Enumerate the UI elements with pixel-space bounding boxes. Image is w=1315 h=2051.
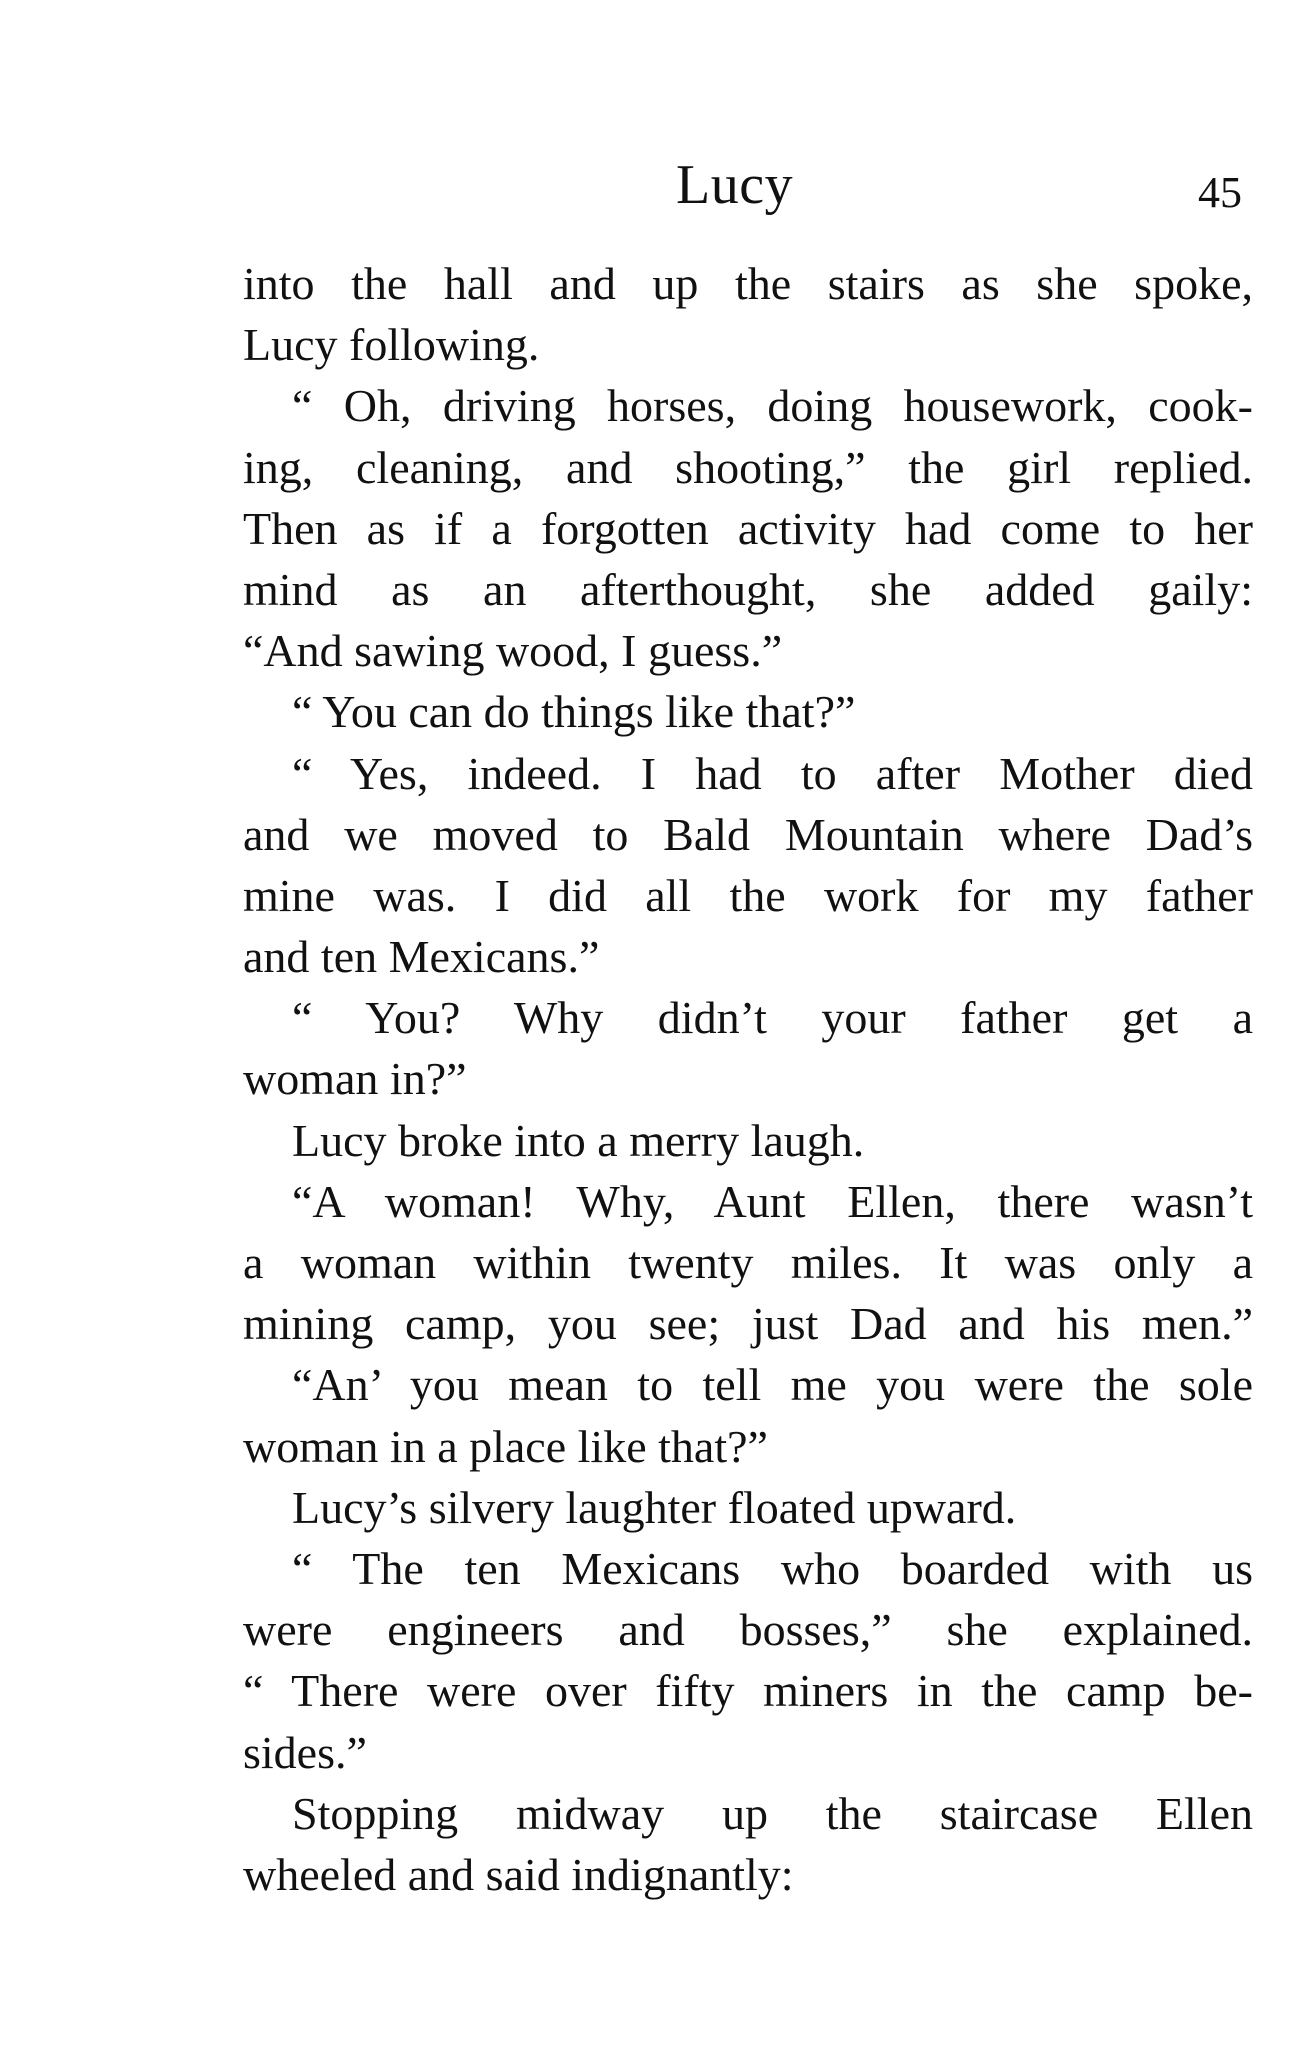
- text-line: Lucy’s silvery laughter floated upward.: [292, 1481, 1017, 1533]
- text-line: sides.”: [243, 1726, 367, 1778]
- text-line: wheeled and said indignantly:: [243, 1848, 794, 1900]
- text-line: into the hall and up the stairs as she spoke,: [243, 258, 1253, 309]
- text-line: “ There were over fifty miners in the camp be-: [243, 1665, 1253, 1717]
- text-line: “ Oh, driving horses, doing housework, cook-: [292, 380, 1253, 432]
- text-line: and we moved to Bald Mountain where Dad’s: [243, 808, 1253, 860]
- text-line: mining camp, you see; just Dad and his men.”: [243, 1298, 1253, 1350]
- text-line: “ You? Why didn’t your father get a: [292, 992, 1253, 1044]
- body-text: [243, 253, 1253, 1905]
- text-line: Stopping midway up the staircase Ellen: [292, 1787, 1253, 1839]
- page-number: 45: [1198, 168, 1242, 217]
- text-line: Then as if a forgotten activity had come to her: [243, 502, 1253, 554]
- text-line: and ten Mexicans.”: [243, 931, 600, 983]
- text-line: ing, cleaning, and shooting,” the girl replied.: [243, 441, 1253, 493]
- running-title: Lucy: [676, 154, 794, 216]
- text-line: “ Yes, indeed. I had to after Mother died: [292, 747, 1253, 799]
- text-line: mind as an afterthought, she added gaily:: [243, 563, 1253, 615]
- text-line: “ The ten Mexicans who boarded with us: [292, 1542, 1253, 1594]
- text-line: Lucy broke into a merry laugh.: [292, 1114, 865, 1166]
- text-line: woman in?”: [243, 1053, 467, 1105]
- text-line: mine was. I did all the work for my father: [243, 869, 1253, 921]
- text-line: “An’ you mean to tell me you were the sole: [292, 1359, 1253, 1411]
- text-line: a woman within twenty miles. It was only a: [243, 1237, 1253, 1288]
- text-line: Lucy following.: [243, 319, 540, 371]
- text-line: “A woman! Why, Aunt Ellen, there wasn’t: [292, 1175, 1253, 1227]
- text-line: woman in a place like that?”: [243, 1420, 768, 1472]
- text-line: “ You can do things like that?”: [292, 686, 856, 738]
- running-head: [0, 150, 1315, 220]
- text-line: “And sawing wood, I guess.”: [243, 625, 783, 677]
- text-line: were engineers and bosses,” she explained.: [243, 1604, 1253, 1656]
